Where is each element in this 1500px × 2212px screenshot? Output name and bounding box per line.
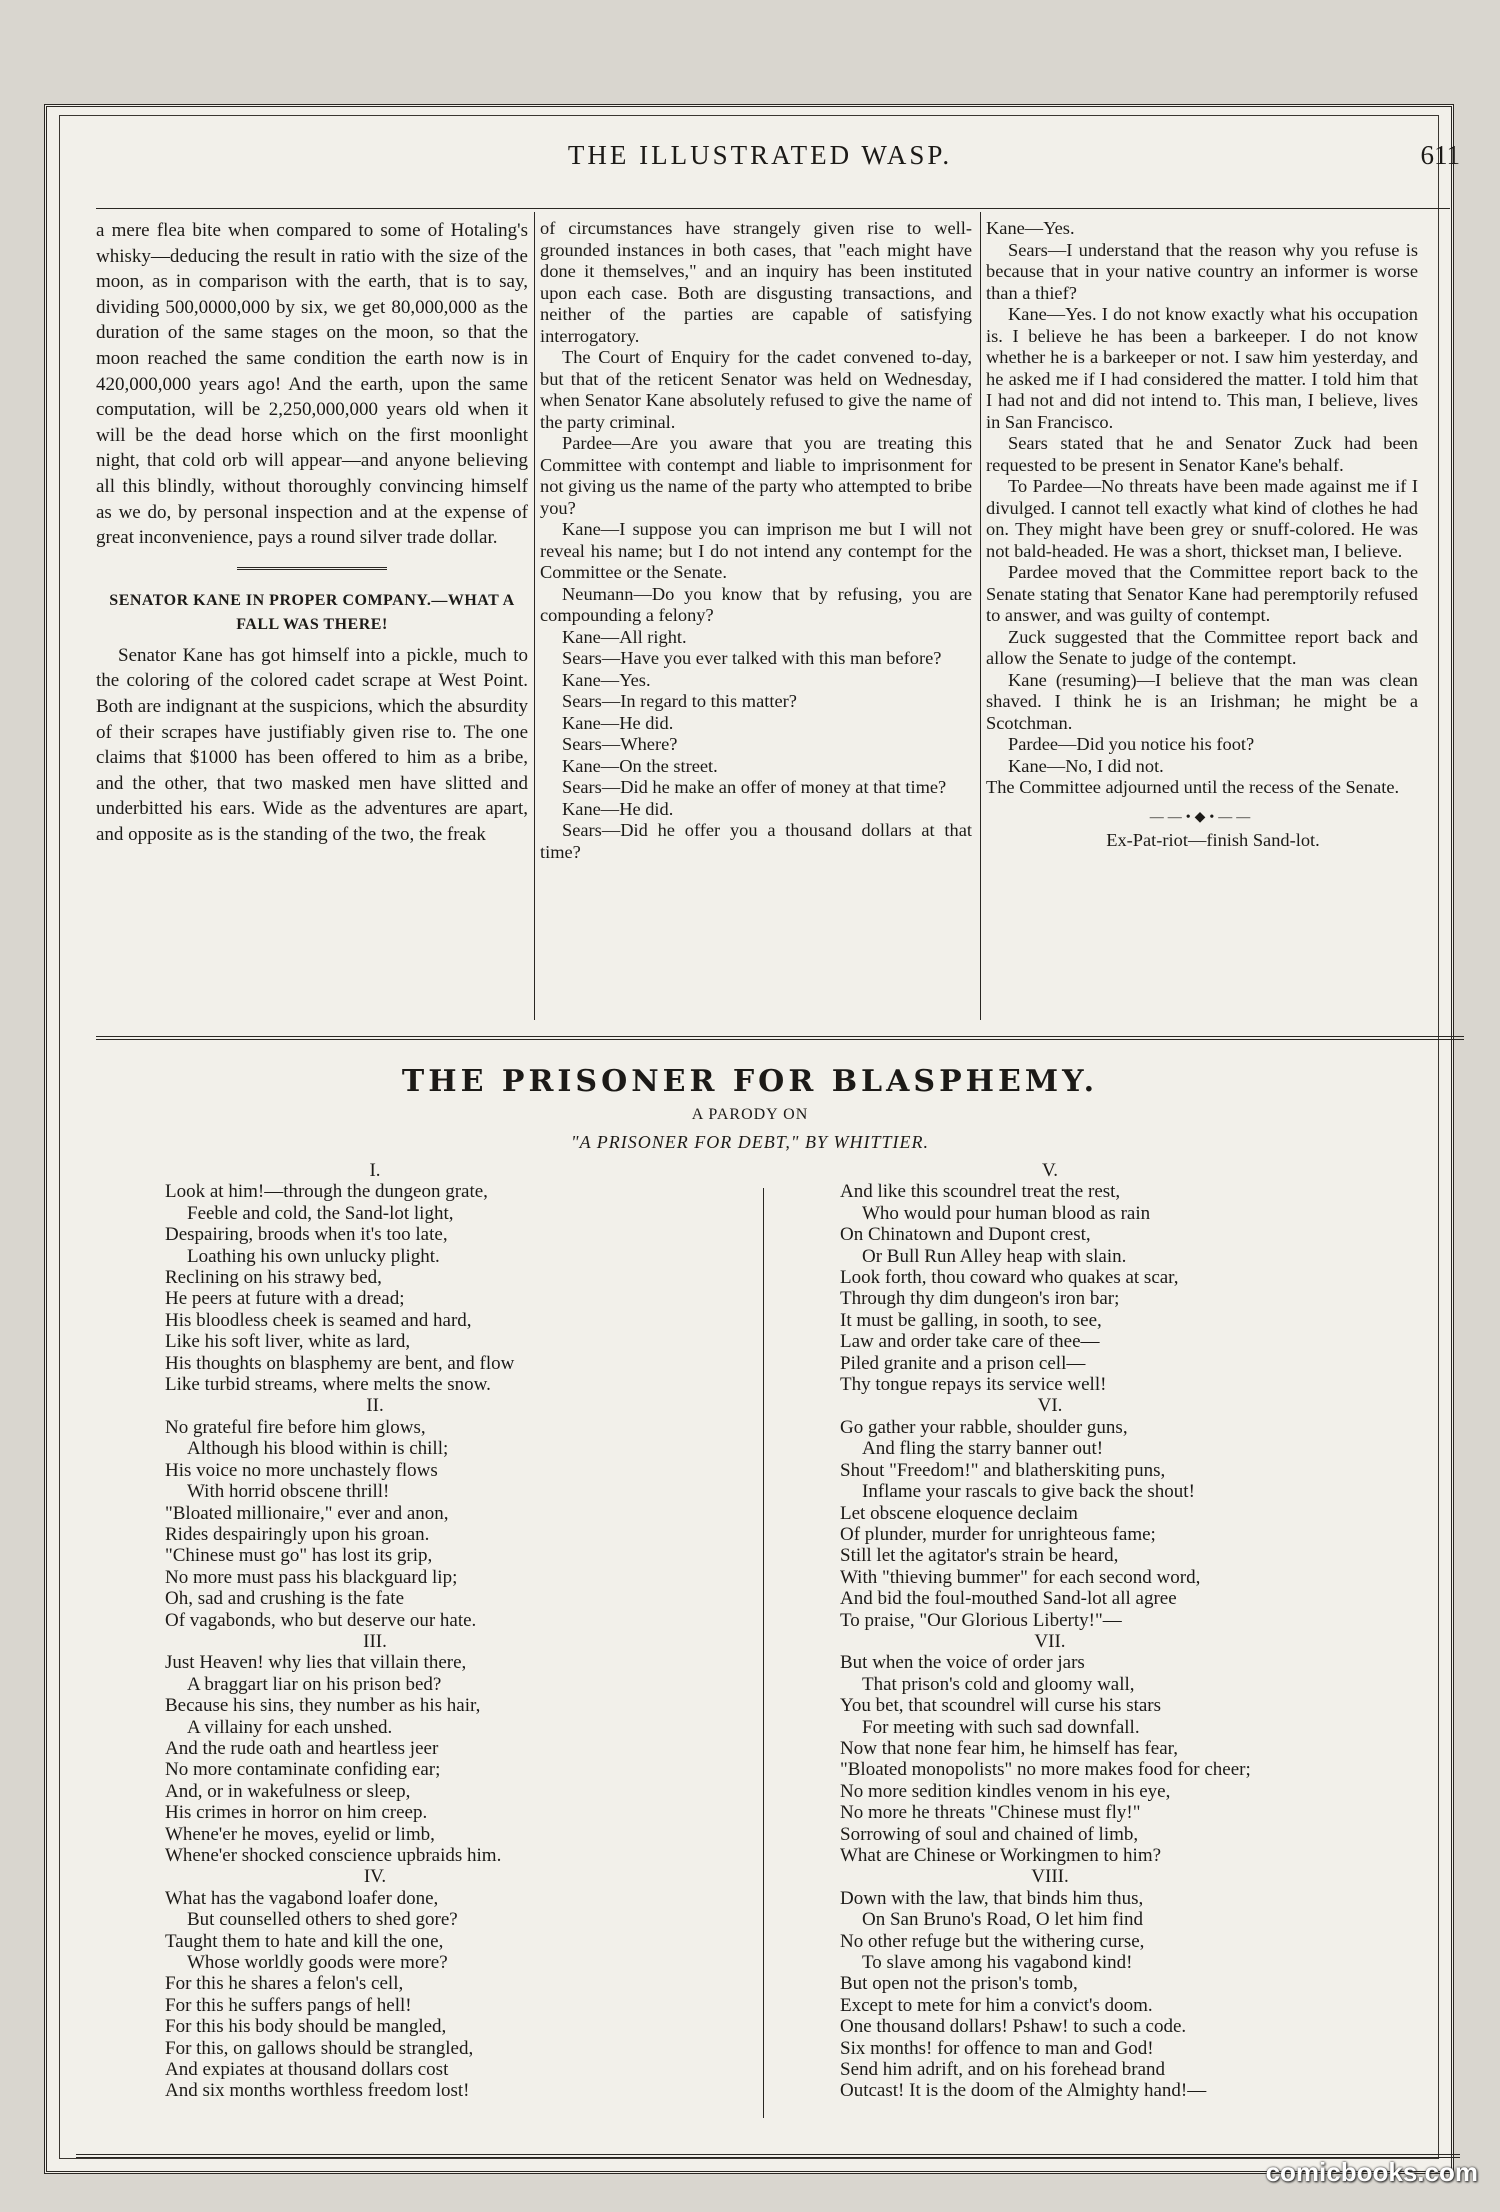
poem-line: No other refuge but the withering curse,: [840, 1930, 1145, 1952]
header-rule: [96, 208, 1450, 209]
column-divider: [980, 212, 981, 1020]
poem-line: What has the vagabond loafer done,: [165, 1887, 439, 1909]
poem-line: Go gather your rabble, shoulder guns,: [840, 1416, 1128, 1438]
bottom-rule: [76, 2154, 1460, 2161]
poem-line: Whose worldly goods were more?: [187, 1952, 448, 1974]
poem-line: Whene'er shocked conscience upbraids him.: [165, 1845, 502, 1866]
stanza-number: VIII.: [1031, 1866, 1069, 1888]
paragraph: Sears—Did he offer you a thousand dollars at that time?: [540, 820, 972, 862]
poem-line: But when the voice of order jars: [840, 1652, 1085, 1674]
poem-line: His thoughts on blasphemy are bent, and flow: [165, 1352, 515, 1374]
poem-line: What are Chinese or Workingmen to him?: [840, 1845, 1162, 1866]
paragraph: Sears—Did he make an offer of money at that time?: [562, 777, 947, 797]
paragraph: Zuck suggested that the Committee report back and allow the Senate to judge of the contempt.: [986, 626, 1418, 668]
column-2: [540, 218, 972, 863]
paragraph: Kane—I suppose you can imprison me but I will not reveal his name; but I do not intend any contempt for the Committee or the Senate.: [540, 519, 972, 582]
poem-line: With horrid obscene thrill!: [187, 1481, 390, 1503]
closing-line: Ex-Pat-riot—finish Sand-lot.: [1106, 830, 1320, 850]
poem-line: Just Heaven! why lies that villain there,: [165, 1652, 467, 1674]
paragraph: of circumstances have strangely given rise to well-grounded instances in both cases, that "each might have done it themselves," and an inquiry has been instituted upon each case. Both are disgusting transactions, and neither of the parties are capable of satisfying interrogatory.: [540, 218, 972, 346]
poem-line: And bid the foul-mouthed Sand-lot all agree: [840, 1588, 1177, 1610]
poem-line: And fling the starry banner out!: [862, 1438, 1104, 1460]
poem-line: Down with the law, that binds him thus,: [840, 1887, 1144, 1909]
paragraph: a mere flea bite when compared to some of Hotaling's whisky—deducing the result in ratio with the size of the moon, as in comparison with the earth, that is to say, dividing 500,0000,000 by six, we get 80,000,000 as the duration of the same stages on the moon, so that the moon reached the same condition the earth now is in 420,000,000 years ago! And the earth, upon the same computation, will be 2,250,000,000 years old when it will be the dead horse which on the first moonlight night, that cold orb will appear—and anyone believing all this blindly, without thoroughly convincing himself as we do, by personal inspection and at the expense of great inconvenience, pays a round silver trade dollar.: [96, 220, 528, 549]
paragraph: Pardee moved that the Committee report back to the Senate stating that Senator Kane had peremptorily refused to answer, and was guilty of contempt.: [986, 562, 1418, 625]
poem-line: A villainy for each unshed.: [187, 1716, 393, 1738]
poem-line: Taught them to hate and kill the one,: [165, 1930, 444, 1952]
poem-line: For meeting with such sad downfall.: [862, 1716, 1140, 1738]
poem-line: Look at him!—through the dungeon grate,: [165, 1181, 488, 1203]
stanza-number: V.: [1041, 1160, 1059, 1181]
poem-line: On Chinatown and Dupont crest,: [840, 1224, 1091, 1246]
poem-column-right: [840, 1160, 1440, 2102]
column-3: [986, 218, 1418, 852]
stanza-number: II.: [366, 1395, 384, 1417]
poem-line: Through thy dim dungeon's iron bar;: [840, 1288, 1120, 1310]
poem-line: And the rude oath and heartless jeer: [165, 1737, 439, 1759]
poem-line: That prison's cold and gloomy wall,: [862, 1673, 1135, 1695]
stanza-number: IV.: [363, 1866, 387, 1888]
paragraph: Kane (resuming)—I believe that the man was clean shaved. I think he is an Irishman; he might be a Scotchman.: [986, 669, 1418, 733]
poem-line: Except to mete for him a convict's doom.: [840, 1994, 1153, 2016]
poem-title: THE PRISONER FOR BLASPHEMY.: [401, 1064, 1099, 1099]
poem-line: His voice no more unchastely flows: [165, 1459, 438, 1481]
paragraph: Kane—On the street.: [562, 755, 718, 776]
poem-subtitle: A PARODY ON: [691, 1106, 809, 1123]
paragraph: Sears stated that he and Senator Zuck had been requested to be present in Senator Kane's behalf.: [986, 433, 1418, 475]
section-rule: [96, 1036, 1464, 1043]
poem-line: Look forth, thou coward who quakes at scar,: [840, 1267, 1179, 1289]
paragraph: Sears—Where?: [562, 734, 678, 754]
watermark-logo: comicbooks.com: [1265, 2157, 1478, 2187]
poem-line: Inflame your rascals to give back the shout!: [862, 1481, 1195, 1503]
poem-line: He peers at future with a dread;: [165, 1288, 405, 1310]
poem-line: Like turbid streams, where melts the snow.: [165, 1374, 491, 1396]
poem-line: For this he shares a felon's cell,: [165, 1973, 404, 1995]
publication-title: THE ILLUSTRATED WASP.: [567, 140, 953, 170]
poem-line: No more sedition kindles venom in his eye,: [840, 1780, 1171, 1802]
poem-line: Despairing, broods when it's too late,: [165, 1224, 448, 1246]
paragraph: Kane—Yes. I do not know exactly what his occupation is. I believe he has been a barkeeper. I do not know whether he is a barkeeper or not. I saw him yesterday, and he asked me if I had considered the matter. I told him that I had not and did not intend to. This man, I believe, lives in San Francisco.: [986, 304, 1418, 432]
poem-line: But open not the prison's tomb,: [840, 1973, 1078, 1995]
page-number: 611: [1420, 140, 1460, 170]
poem-line: For this his body should be mangled,: [165, 2016, 447, 2038]
poem-line: With "thieving bummer" for each second word,: [840, 1566, 1201, 1588]
poem-line: Because his sins, they number as his hair,: [165, 1695, 481, 1717]
poem-line: No more he threats "Chinese must fly!": [840, 1802, 1141, 1824]
paragraph: Pardee—Did you notice his foot?: [1008, 734, 1255, 754]
stanza-number: III.: [363, 1630, 387, 1652]
poem-line: One thousand dollars! Pshaw! to such a code.: [840, 2016, 1187, 2038]
paragraph: Sears—Have you ever talked with this man before?: [562, 648, 942, 668]
paragraph: To Pardee—No threats have been made against me if I divulged. I cannot tell exactly what kind of clothes he had on. They might have been grey or snuff-colored. He was not bald-headed. He was a short, thickset man, I believe.: [986, 476, 1418, 561]
poem-attribution: "A PRISONER FOR DEBT," BY WHITTIER.: [571, 1132, 929, 1152]
poem-line: Law and order take care of thee—: [840, 1331, 1100, 1353]
paragraph: Pardee—Are you aware that you are treating this Committee with contempt and liable to imprisonment for not giving us the name of the party who attempted to bribe you?: [540, 433, 972, 518]
poem-line: Rides despairingly upon his groan.: [165, 1523, 430, 1545]
poem-line: Sorrowing of soul and chained of limb,: [840, 1823, 1139, 1845]
poem-column-left: [165, 1160, 755, 2102]
stanza-number: I.: [369, 1160, 381, 1181]
poem-line: To praise, "Our Glorious Liberty!"—: [840, 1609, 1122, 1631]
section-separator: [237, 567, 387, 573]
poem-line: His bloodless cheek is seamed and hard,: [165, 1309, 472, 1331]
poem-line: No more contaminate confiding ear;: [165, 1759, 441, 1781]
poem-line: Oh, sad and crushing is the fate: [165, 1588, 405, 1610]
masthead: [60, 140, 1460, 180]
poem-line: It must be galling, in sooth, to see,: [840, 1309, 1102, 1331]
paragraph: Kane—He did.: [562, 798, 674, 819]
poem-line: Although his blood within is chill;: [187, 1438, 449, 1460]
poem-line: Reclining on his strawy bed,: [165, 1267, 382, 1289]
poem-line: But counselled others to shed gore?: [187, 1909, 458, 1931]
poem-line: For this, on gallows should be strangled,: [165, 2037, 474, 2059]
paragraph: Kane—All right.: [562, 626, 687, 647]
poem-line: Like his soft liver, white as lard,: [165, 1331, 411, 1353]
poem-line: And like this scoundrel treat the rest,: [840, 1181, 1121, 1203]
poem-line: Piled granite and a prison cell—: [840, 1352, 1086, 1374]
stanza-number: VII.: [1034, 1630, 1066, 1652]
poem-line: Send him adrift, and on his forehead brand: [840, 2059, 1166, 2081]
paragraph: The Court of Enquiry for the cadet convened to-day, but that of the reticent Senator was held on Wednesday, when Senator Kane absolutely refused to give the name of the party criminal.: [540, 347, 972, 432]
column-1: [96, 218, 528, 847]
ornament-rule: ——•◆•——: [1149, 809, 1255, 825]
column-divider: [534, 212, 535, 1020]
paragraph: Sears—In regard to this matter?: [562, 691, 797, 711]
paragraph: Kane—Yes.: [986, 218, 1075, 238]
poem-line: Now that none fear him, he himself has fear,: [840, 1737, 1178, 1759]
paragraph: Kane—Yes.: [562, 669, 651, 690]
poem-line: Who would pour human blood as rain: [862, 1202, 1151, 1224]
poem-line: Outcast! It is the doom of the Almighty hand!—: [840, 2080, 1207, 2102]
poem-line: For this he suffers pangs of hell!: [165, 1994, 412, 2016]
paragraph: Sears—I understand that the reason why you refuse is because that in your native country an informer is worse than a thief?: [986, 239, 1418, 303]
poem-line: His crimes in horror on him creep.: [165, 1802, 428, 1824]
poem-line: Still let the agitator's strain be heard,: [840, 1545, 1119, 1567]
poem-line: And six months worthless freedom lost!: [165, 2080, 470, 2102]
article-heading: SENATOR KANE IN PROPER COMPANY.—WHAT A FALL WAS THERE!: [109, 591, 515, 633]
poem-line: "Chinese must go" has lost its grip,: [165, 1545, 433, 1567]
paragraph: Kane—No, I did not.: [1008, 755, 1164, 776]
paragraph: Neumann—Do you know that by refusing, you are compounding a felony?: [540, 583, 972, 625]
poem-line: Or Bull Run Alley heap with slain.: [862, 1245, 1127, 1267]
poem-line: A braggart liar on his prison bed?: [187, 1673, 442, 1695]
poem-line: Let obscene eloquence declaim: [840, 1502, 1078, 1524]
poem-line: Six months! for offence to man and God!: [840, 2037, 1154, 2059]
poem-line: "Bloated monopolists" no more makes food for cheer;: [840, 1759, 1251, 1781]
poem-line: And, or in wakefulness or sleep,: [165, 1780, 411, 1802]
poem-line: To slave among his vagabond kind!: [862, 1952, 1133, 1974]
poem-line: Thy tongue repays its service well!: [840, 1374, 1107, 1396]
poem-divider: [763, 1188, 764, 2118]
poem-line: "Bloated millionaire," ever and anon,: [165, 1502, 449, 1524]
poem-line: No more must pass his blackguard lip;: [165, 1566, 458, 1588]
poem-line: Whene'er he moves, eyelid or limb,: [165, 1823, 435, 1845]
poem-line: You bet, that scoundrel will curse his stars: [840, 1695, 1162, 1717]
poem-line: Of vagabonds, who but deserve our hate.: [165, 1609, 477, 1631]
poem-line: Shout "Freedom!" and blatherskiting puns,: [840, 1459, 1166, 1481]
paragraph: Kane—He did.: [562, 712, 674, 733]
poem-line: On San Bruno's Road, O let him find: [862, 1909, 1144, 1931]
stanza-number: VI.: [1037, 1395, 1063, 1417]
poem-line: And expiates at thousand dollars cost: [165, 2059, 449, 2081]
paragraph: The Committee adjourned until the recess of the Senate.: [986, 777, 1400, 797]
poem-line: No grateful fire before him glows,: [165, 1416, 426, 1438]
poem-line: Loathing his own unlucky plight.: [187, 1245, 440, 1267]
paragraph: Senator Kane has got himself into a pickle, much to the coloring of the colored cadet scrape at West Point. Both are indignant at the suspicions, which the absurdity of their scrapes have justifiably given rise to. The one claims that $1000 has been offered to him as a bribe, and the other, that two masked men have slitted and underbitted his ears. Wide as the adventures are apart, and opposite as is the standing of the two, the freak: [96, 644, 528, 845]
poem-line: Of plunder, murder for unrighteous fame;: [840, 1523, 1156, 1545]
poem-line: Feeble and cold, the Sand-lot light,: [187, 1202, 454, 1224]
